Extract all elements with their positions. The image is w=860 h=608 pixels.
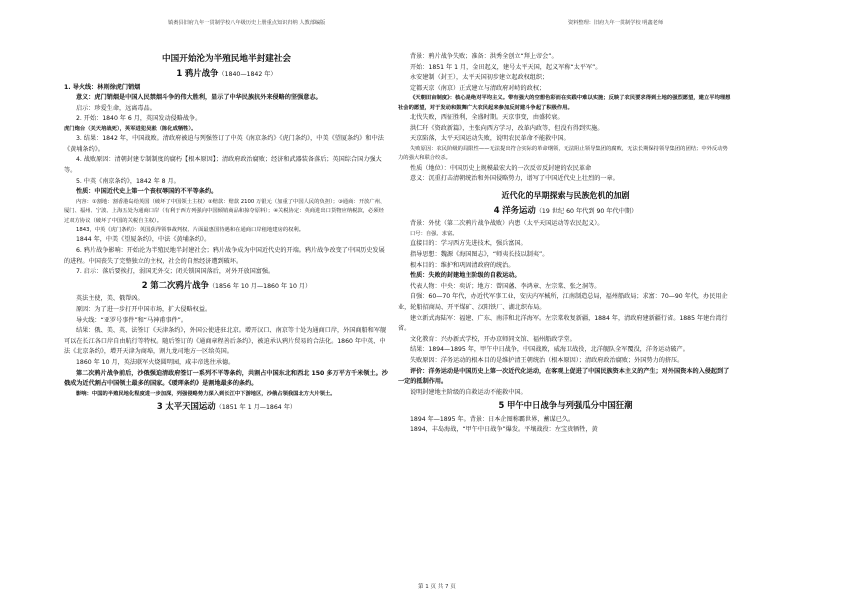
paragraph: 天京陷落，太平天国运动失败，说明农民革命不能救中国。	[410, 135, 570, 143]
paragraph: 6. 鸦片战争影响：开始沦为半殖民地半封建社会；鸦片战争成为中国近代史的开端。鸦片战争改变了中国历史发展的进程。中国丧失了完整独立的主权，社会的自然经济遭到破坏。	[64, 247, 385, 265]
paragraph: 评价：洋务运动是中国历史上第一次近代化运动，在客观上促进了中国民族资本主义的产生；对外国资本的入侵起到了一定的抵制作用。	[398, 367, 730, 386]
paragraph: 1843，中英《虎门条约》：英国获得领事裁判权、片面最惠国待遇和在通商口岸租地建房的权利。	[76, 227, 305, 234]
paragraph: 失败原因：洋务运动的根本目的是维护清王朝统治（根本原因）；清政府政治腐败；外国势力的挤压。	[410, 357, 684, 364]
paragraph: 启示：珍爱生命，远离毒品。	[76, 104, 156, 112]
section-number: 4	[493, 204, 500, 215]
section-name: 甲午中日战争与列强瓜分中国狂潮	[506, 400, 633, 411]
section-dates: （1840—1842 年）	[218, 71, 277, 78]
paragraph: 结果：1894—1895 年，甲午中日战争，中国战败，威海卫战役，北洋舰队全军覆没，洋务运动破产。	[410, 346, 689, 354]
paragraph: 结果：俄、美、英、法签订《天津条约》，外国公使进驻北京。增开汉口、南京等十处为通商口岸，外国商船和军舰可以在长江各口岸自由航行等特权。随后签订的《通商章程善后条约》，被迫承认鸦片贸易的合法化。1860 年中英、中法《北京条约》，增开天津为商埠，割九龙司地方一区给英国。	[64, 327, 387, 356]
paragraph: 意义：沉重打击清朝统治和外国侵略势力，谱写了中国近代史上壮烈的一章。	[410, 175, 619, 183]
paragraph: 意义：虎门销烟是中国人民禁烟斗争的伟大胜利，显示了中华民族抗外来侵略的坚强意志。	[76, 94, 322, 102]
paragraph: 代表人物：中央：奕䜣；地方：曾国藩、李鸿章、左宗棠、张之洞等。	[410, 282, 601, 290]
paragraph: 开始：1851 年 1 月，金田起义，建号太平天国，起义军称“太平军”。	[410, 63, 602, 71]
left-column	[64, 52, 389, 416]
section-heading-4	[398, 204, 733, 219]
paragraph: 第二次鸦片战争前后，沙俄强迫清政府签订一系列不平等条约，共割占中国东北和西北 150 多万平方千米领土。沙俄成为近代割占中国领土最多的国家。《瑷珲条约》是割地最多的条约。	[64, 369, 388, 388]
section-dates: （1856 年 10 月—1860 年 10 月）	[208, 282, 312, 290]
paragraph: 性质：失败的封建地主阶级的自救运动。	[410, 272, 521, 280]
section-number: 5	[498, 400, 505, 411]
paragraph: 永安建制（封王），太平天国初步建立起政权组织；	[410, 74, 549, 82]
paragraph: 3. 结果：1842 年，中国战败。清政府被迫与列强签订了中英《南京条约》《虎门条约》，中美《望厦条约》和中法《黄埔条约》。	[64, 135, 384, 153]
paragraph: 1860 年 10 月，英法联军火烧圆明园，咸丰帝逃往承德。	[76, 358, 235, 366]
section-dates: （1851 年 1 月—1864 年）	[215, 404, 297, 412]
section-dates: （19 世纪 60 年代到 90 年代中期）	[535, 207, 638, 215]
paragraph: 性质：中国近代史上第一个丧权辱国的不平等条约。	[76, 188, 218, 196]
header-left: 镇赉县旧府九年一贯制学校八年级历史上册重点知识归纳 人教部编版	[168, 20, 326, 26]
section-heading-5	[398, 399, 733, 414]
section-number: 2	[141, 279, 148, 290]
section-heading-1	[64, 67, 389, 82]
paragraph: 失败原因：农民阶级的局限性——无法提出符合实际的革命纲领，无法阻止领导集团的腐败，无法长期保持领导集团的团结；中外反动势力的强大和联合绞杀。	[398, 145, 728, 162]
section-heading-2	[64, 279, 389, 294]
paragraph: 背景：外忧（第二次鸦片战争战败）内患（太平天国运动等农民起义）。	[410, 220, 604, 228]
paragraph: 背景：鸦片战争失败；准备：洪秀全创立“拜上帝会”。	[410, 53, 558, 60]
page-number: 第 1 页 共 7 页	[418, 584, 456, 590]
section-name: 第二次鸦片战争	[150, 279, 209, 290]
chapter-title-2: 近代化的早期探索与民族危机的加剧	[501, 190, 630, 200]
paragraph: 虎门炮台（关天培战死），英军进犯吴淞（陈化成牺牲）。	[64, 125, 197, 132]
chapter-title: 中国开始沦为半殖民地半封建社会	[162, 54, 291, 64]
paragraph: 根本目的：维护和巩固清政府的统治。	[410, 261, 515, 269]
paragraph: 4. 战败原因：清朝封建专制制度的腐朽【根本原因】；清政府政治腐败；经济和武器装备落后；英国综合国力强大等。	[64, 156, 382, 175]
paragraph: 洪仁玕《资政新篇》，主张向西方学习，改革内政等，但没有得到实施。	[410, 124, 604, 132]
paragraph: 影响：中国的半殖民地化程度进一步加深，列强侵略势力深入到长江中下游地区，沙俄占领我国北方大片领土。	[76, 390, 336, 397]
paragraph: 性质（地位）：中国历史上规模最宏大的一次反帝反封建的农民革命	[410, 164, 592, 172]
paragraph: 5. 中英《南京条约》，1842 年 8 月。	[76, 177, 180, 185]
paragraph: 指导思想：魏源《海国图志》，“师夷长技以制夷”。	[410, 251, 549, 259]
paragraph: 说明封建地主阶级的自救运动不能救中国。	[410, 388, 527, 396]
paragraph: 北伐失败，西征胜利，全盛时期。天京事变，由盛转衰。	[410, 114, 564, 122]
paragraph: 1. 导火线：林则徐虎门销烟	[64, 83, 141, 91]
paragraph: 直接目的：学习西方先进技术，强兵富国。	[410, 240, 527, 248]
paragraph: 英法主使，美、俄帮凶。	[76, 295, 144, 303]
paragraph: 2. 开始：1840 年 6 月，英国发动侵略战争。	[76, 115, 202, 123]
section-number: 1	[176, 68, 183, 78]
section-number: 3	[156, 401, 163, 412]
paragraph: 自强：60—70 年代，办近代军事工业，安庆内军械所，江南制造总局，福州船政局；求富：70—90 年代，办民用企业，轮船招商局、开平煤矿、汉阳铁厂、湖北织布局。	[398, 293, 728, 312]
paragraph: 导火线：“亚罗号事件”和“马神甫事件”。	[76, 316, 187, 324]
paragraph: 1844 年，中美《望厦条约》，中法《黄埔条约》。	[76, 236, 211, 244]
paragraph: 文化教育：兴办新式学校，开办京师同文馆、福州船政学堂。	[410, 335, 576, 343]
paragraph: 原因：为了进一步打开中国市场，扩大侵略权益。	[76, 305, 212, 313]
paragraph: 内容：①割地：割香港岛给英国（破坏了中国领土主权）②赔款：赔款 2100 万银元（加重了中国人民的负担）；③通商：开放广州、厦门、福州、宁波、上海五处为通商口岸（有利于西方列强向中国倾销商品和掠夺原料）；④关税协定：英商进出口货物应纳税款，必须经过双方协议（破坏了中国的关税自主权）。	[64, 198, 386, 224]
paragraph: 建立新式海陆军：福建、广东、南洋和北洋海军。左宗棠收复新疆，1884 年，清政府建新疆行省。1885 年建台湾行省。	[398, 314, 728, 333]
paragraph: 7. 启示：落后要挨打，弱国无外交；闭关锁国国落后，对外开放国富强。	[76, 268, 275, 276]
paragraph: 定都天京（南京）正式建立与清政府对峙的政权；	[410, 84, 546, 92]
right-column	[398, 52, 733, 436]
paragraph: 口号：自强、求富。	[410, 231, 458, 238]
section-name: 鸦片战争	[184, 68, 219, 78]
section-heading-3	[64, 400, 389, 415]
paragraph: 《天朝田亩制度》：核心是绝对平均主义。带有强大的空想色彩而在实践中难以实施；反映了农民要求得到土地的强烈愿望，建立平均理想社会的愿望，对于发动和鼓舞广大农民起来参加反封建斗争起了积极作用。	[398, 95, 731, 111]
header-right: 资料整理：旧府九年一贯制学校 明鑫老师	[568, 20, 664, 26]
paragraph: 1894 年—1895 年。背景：日本企图称霸世界，蓄谋已久。	[410, 415, 575, 423]
section-name: 太平天国运动	[165, 401, 216, 412]
section-name: 洋务运动	[502, 204, 536, 215]
paragraph: 1894，丰岛海战，“甲午中日战争”爆发。平壤战役：左宝贵牺牲，黄	[410, 426, 598, 434]
